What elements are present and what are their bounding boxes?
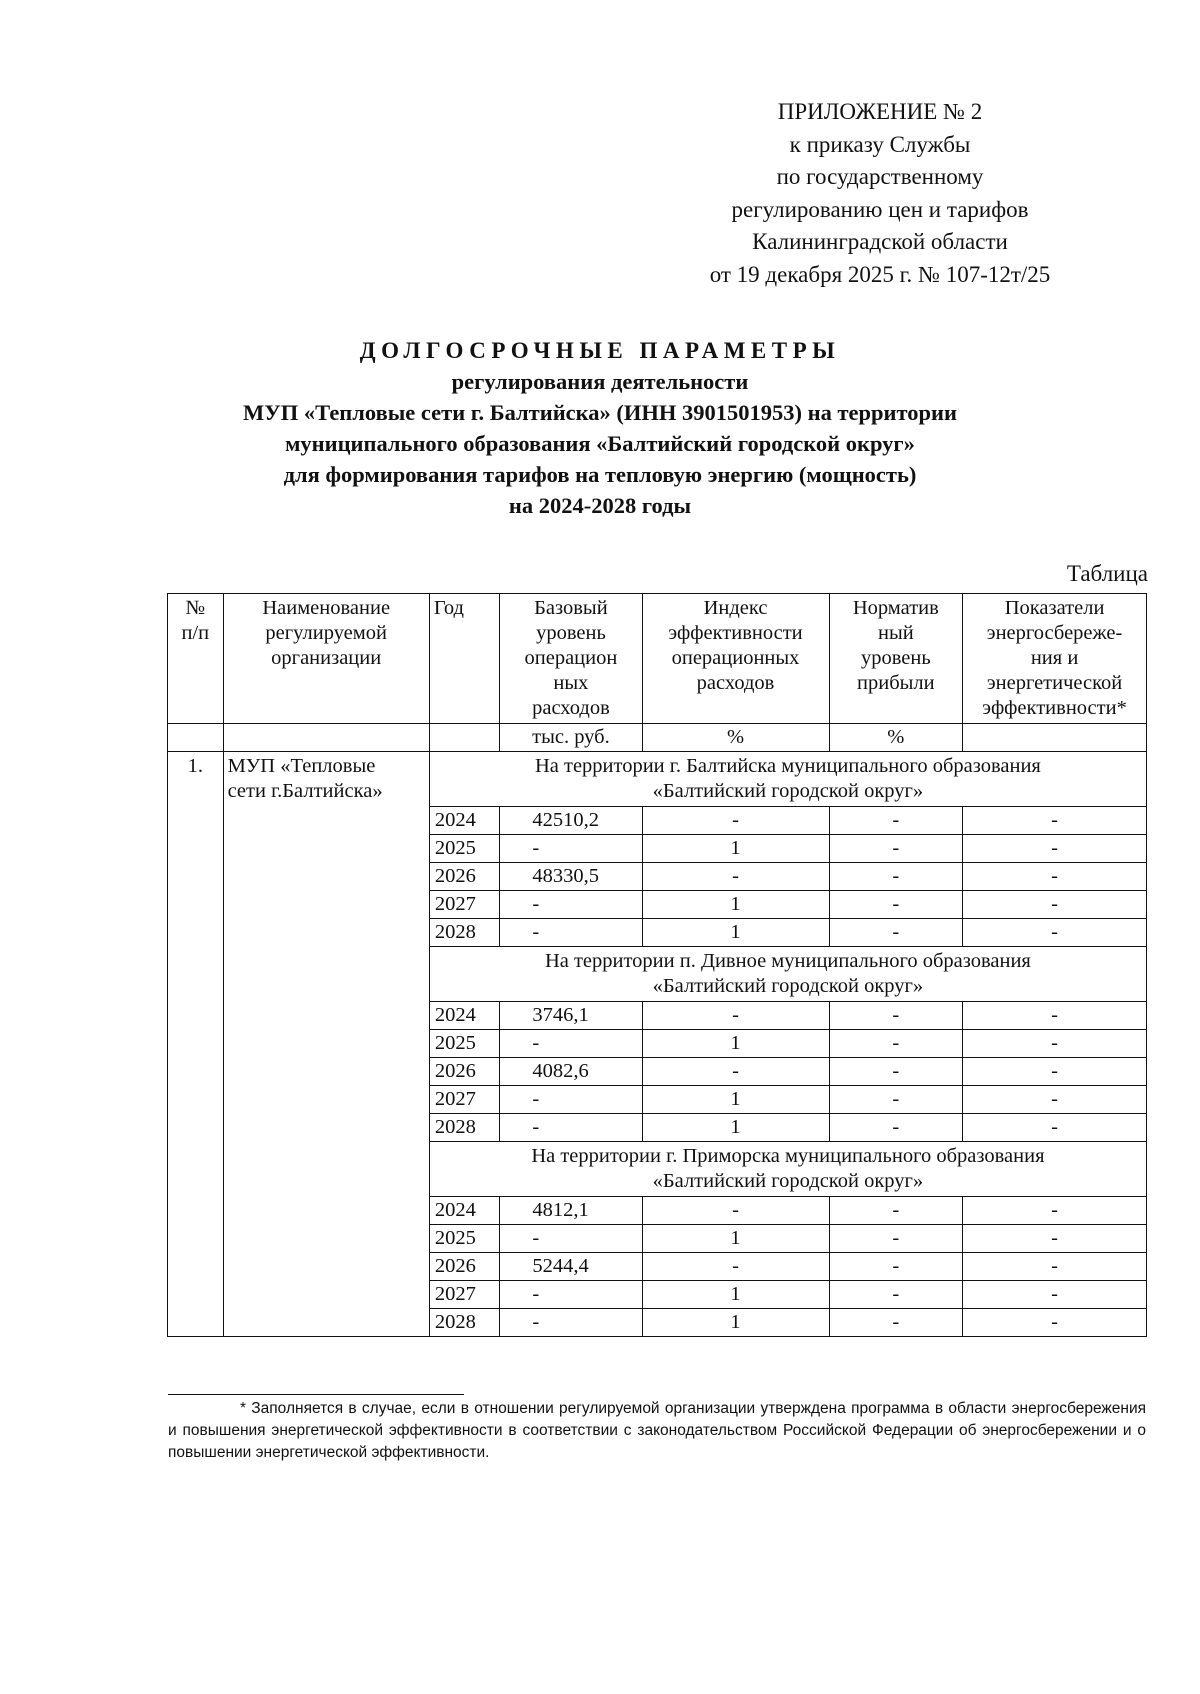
cell-base: - bbox=[500, 1114, 642, 1142]
cell-energy: - bbox=[963, 835, 1147, 863]
cell-index: - bbox=[642, 1002, 829, 1030]
cell-year: 2026 bbox=[429, 863, 500, 891]
cell-energy: - bbox=[963, 891, 1147, 919]
header-profit: Норматив ный уровень прибыли bbox=[829, 594, 963, 724]
cell-year: 2026 bbox=[429, 1058, 500, 1086]
cell-index: 1 bbox=[642, 1281, 829, 1309]
cell-energy: - bbox=[963, 1086, 1147, 1114]
cell-profit: - bbox=[829, 1253, 963, 1281]
title-line: регулирования деятельности bbox=[451, 369, 749, 394]
cell-index: 1 bbox=[642, 1086, 829, 1114]
cell-base: 5244,4 bbox=[500, 1253, 642, 1281]
title-line: для формирования тарифов на тепловую энергию (мощность) bbox=[283, 462, 917, 487]
cell-year: 2025 bbox=[429, 1225, 500, 1253]
cell-base: 4082,6 bbox=[500, 1058, 642, 1086]
cell-energy: - bbox=[963, 1225, 1147, 1253]
header-energy: Показатели энергосбереже- ния и энергетической эффективности* bbox=[963, 594, 1147, 724]
title-line: на 2024-2028 годы bbox=[508, 493, 692, 518]
appendix-line: Калининградской области bbox=[752, 229, 1008, 254]
cell-index: 1 bbox=[642, 1114, 829, 1142]
cell-index: - bbox=[642, 1253, 829, 1281]
cell-profit: - bbox=[829, 1197, 963, 1225]
cell-profit: - bbox=[829, 1309, 963, 1337]
unit-index: % bbox=[642, 724, 829, 752]
title-line: муниципального образования «Балтийский городской округ» bbox=[285, 431, 915, 456]
cell-profit: - bbox=[829, 1225, 963, 1253]
cell-base: - bbox=[500, 1309, 642, 1337]
cell-profit: - bbox=[829, 891, 963, 919]
header-base: Базовый уровень операцион ных расходов bbox=[500, 594, 642, 724]
appendix-line: к приказу Службы bbox=[789, 131, 971, 157]
header-index: Индекс эффективности операционных расходов bbox=[642, 594, 829, 724]
cell-index: 1 bbox=[642, 835, 829, 863]
cell-profit: - bbox=[829, 1002, 963, 1030]
appendix-line: от 19 декабря 2025 г. № 107-12т/25 bbox=[709, 261, 1051, 287]
cell-index: 1 bbox=[642, 1309, 829, 1337]
cell-year: 2024 bbox=[429, 807, 500, 835]
cell-index: - bbox=[642, 863, 829, 891]
cell-profit: - bbox=[829, 1030, 963, 1058]
cell-energy: - bbox=[963, 1309, 1147, 1337]
cell-base: 42510,2 bbox=[500, 807, 642, 835]
territory-row bbox=[168, 752, 1147, 807]
header-row bbox=[168, 594, 1147, 724]
cell-energy: - bbox=[963, 1002, 1147, 1030]
cell-base: - bbox=[500, 835, 642, 863]
cell-year: 2026 bbox=[429, 1253, 500, 1281]
appendix-line: по государственному bbox=[776, 164, 984, 189]
cell-energy: - bbox=[963, 1197, 1147, 1225]
appendix-line: регулированию цен и тарифов bbox=[731, 196, 1029, 222]
cell-year: 2024 bbox=[429, 1002, 500, 1030]
appendix-line: ПРИЛОЖЕНИЕ № 2 bbox=[777, 99, 983, 124]
cell-year: 2028 bbox=[429, 1114, 500, 1142]
cell-energy: - bbox=[963, 1114, 1147, 1142]
appendix-block bbox=[640, 96, 1120, 291]
header-year: Год bbox=[429, 594, 500, 724]
cell-base: 3746,1 bbox=[500, 1002, 642, 1030]
cell-profit: - bbox=[829, 1281, 963, 1309]
cell-energy: - bbox=[963, 863, 1147, 891]
footnote-divider bbox=[168, 1394, 464, 1395]
cell-year: 2028 bbox=[429, 919, 500, 947]
territory-label: На территории г. Приморска муниципального образования «Балтийский городской округ» bbox=[429, 1142, 1146, 1197]
cell-year: 2024 bbox=[429, 1197, 500, 1225]
cell-energy: - bbox=[963, 919, 1147, 947]
unit-profit: % bbox=[829, 724, 963, 752]
header-org: Наименование регулируемой организации bbox=[223, 594, 429, 724]
cell-energy: - bbox=[963, 1058, 1147, 1086]
parameters-table bbox=[167, 593, 1147, 1337]
cell-base: - bbox=[500, 891, 642, 919]
cell-base: - bbox=[500, 1030, 642, 1058]
cell-energy: - bbox=[963, 807, 1147, 835]
header-num: № п/п bbox=[168, 594, 224, 724]
cell-year: 2027 bbox=[429, 891, 500, 919]
cell-profit: - bbox=[829, 1114, 963, 1142]
cell-energy: - bbox=[963, 1030, 1147, 1058]
cell-base: - bbox=[500, 1086, 642, 1114]
units-row bbox=[168, 724, 1147, 752]
org-name: МУП «Тепловые сети г.Балтийска» bbox=[223, 752, 429, 1337]
cell-energy: - bbox=[963, 1281, 1147, 1309]
footnote: * Заполняется в случае, если в отношении регулируемой организации утверждена программа в области энергосбережения и повышения энергетической эффективности в соответствии с законодательством Российской Федерации об энергосбережении и о повышении энергетической эффективности. bbox=[168, 1400, 1146, 1461]
territory-label: На территории г. Балтийска муниципального образования «Балтийский городской округ» bbox=[429, 752, 1146, 807]
cell-index: 1 bbox=[642, 919, 829, 947]
row-number: 1. bbox=[168, 752, 224, 1337]
cell-base: 4812,1 bbox=[500, 1197, 642, 1225]
cell-profit: - bbox=[829, 919, 963, 947]
document-title bbox=[150, 335, 1050, 521]
cell-profit: - bbox=[829, 863, 963, 891]
cell-index: - bbox=[642, 1197, 829, 1225]
cell-profit: - bbox=[829, 1058, 963, 1086]
cell-index: - bbox=[642, 807, 829, 835]
cell-profit: - bbox=[829, 1086, 963, 1114]
cell-profit: - bbox=[829, 807, 963, 835]
cell-energy: - bbox=[963, 1253, 1147, 1281]
cell-year: 2025 bbox=[429, 835, 500, 863]
cell-base: - bbox=[500, 919, 642, 947]
cell-year: 2027 bbox=[429, 1281, 500, 1309]
title-heading: ДОЛГОСРОЧНЫЕ ПАРАМЕТРЫ bbox=[359, 338, 841, 363]
unit-energy bbox=[963, 724, 1147, 752]
table-caption: Таблица bbox=[1066, 561, 1148, 586]
cell-index: 1 bbox=[642, 1225, 829, 1253]
territory-label: На территории п. Дивное муниципального образования «Балтийский городской округ» bbox=[429, 947, 1146, 1002]
cell-base: - bbox=[500, 1225, 642, 1253]
unit-base: тыс. руб. bbox=[500, 724, 642, 752]
cell-index: - bbox=[642, 1058, 829, 1086]
cell-year: 2027 bbox=[429, 1086, 500, 1114]
cell-year: 2025 bbox=[429, 1030, 500, 1058]
cell-index: 1 bbox=[642, 891, 829, 919]
cell-index: 1 bbox=[642, 1030, 829, 1058]
cell-year: 2028 bbox=[429, 1309, 500, 1337]
cell-base: - bbox=[500, 1281, 642, 1309]
title-line: МУП «Тепловые сети г. Балтийска» (ИНН 3901501953) на территории bbox=[243, 400, 957, 425]
cell-profit: - bbox=[829, 835, 963, 863]
cell-base: 48330,5 bbox=[500, 863, 642, 891]
